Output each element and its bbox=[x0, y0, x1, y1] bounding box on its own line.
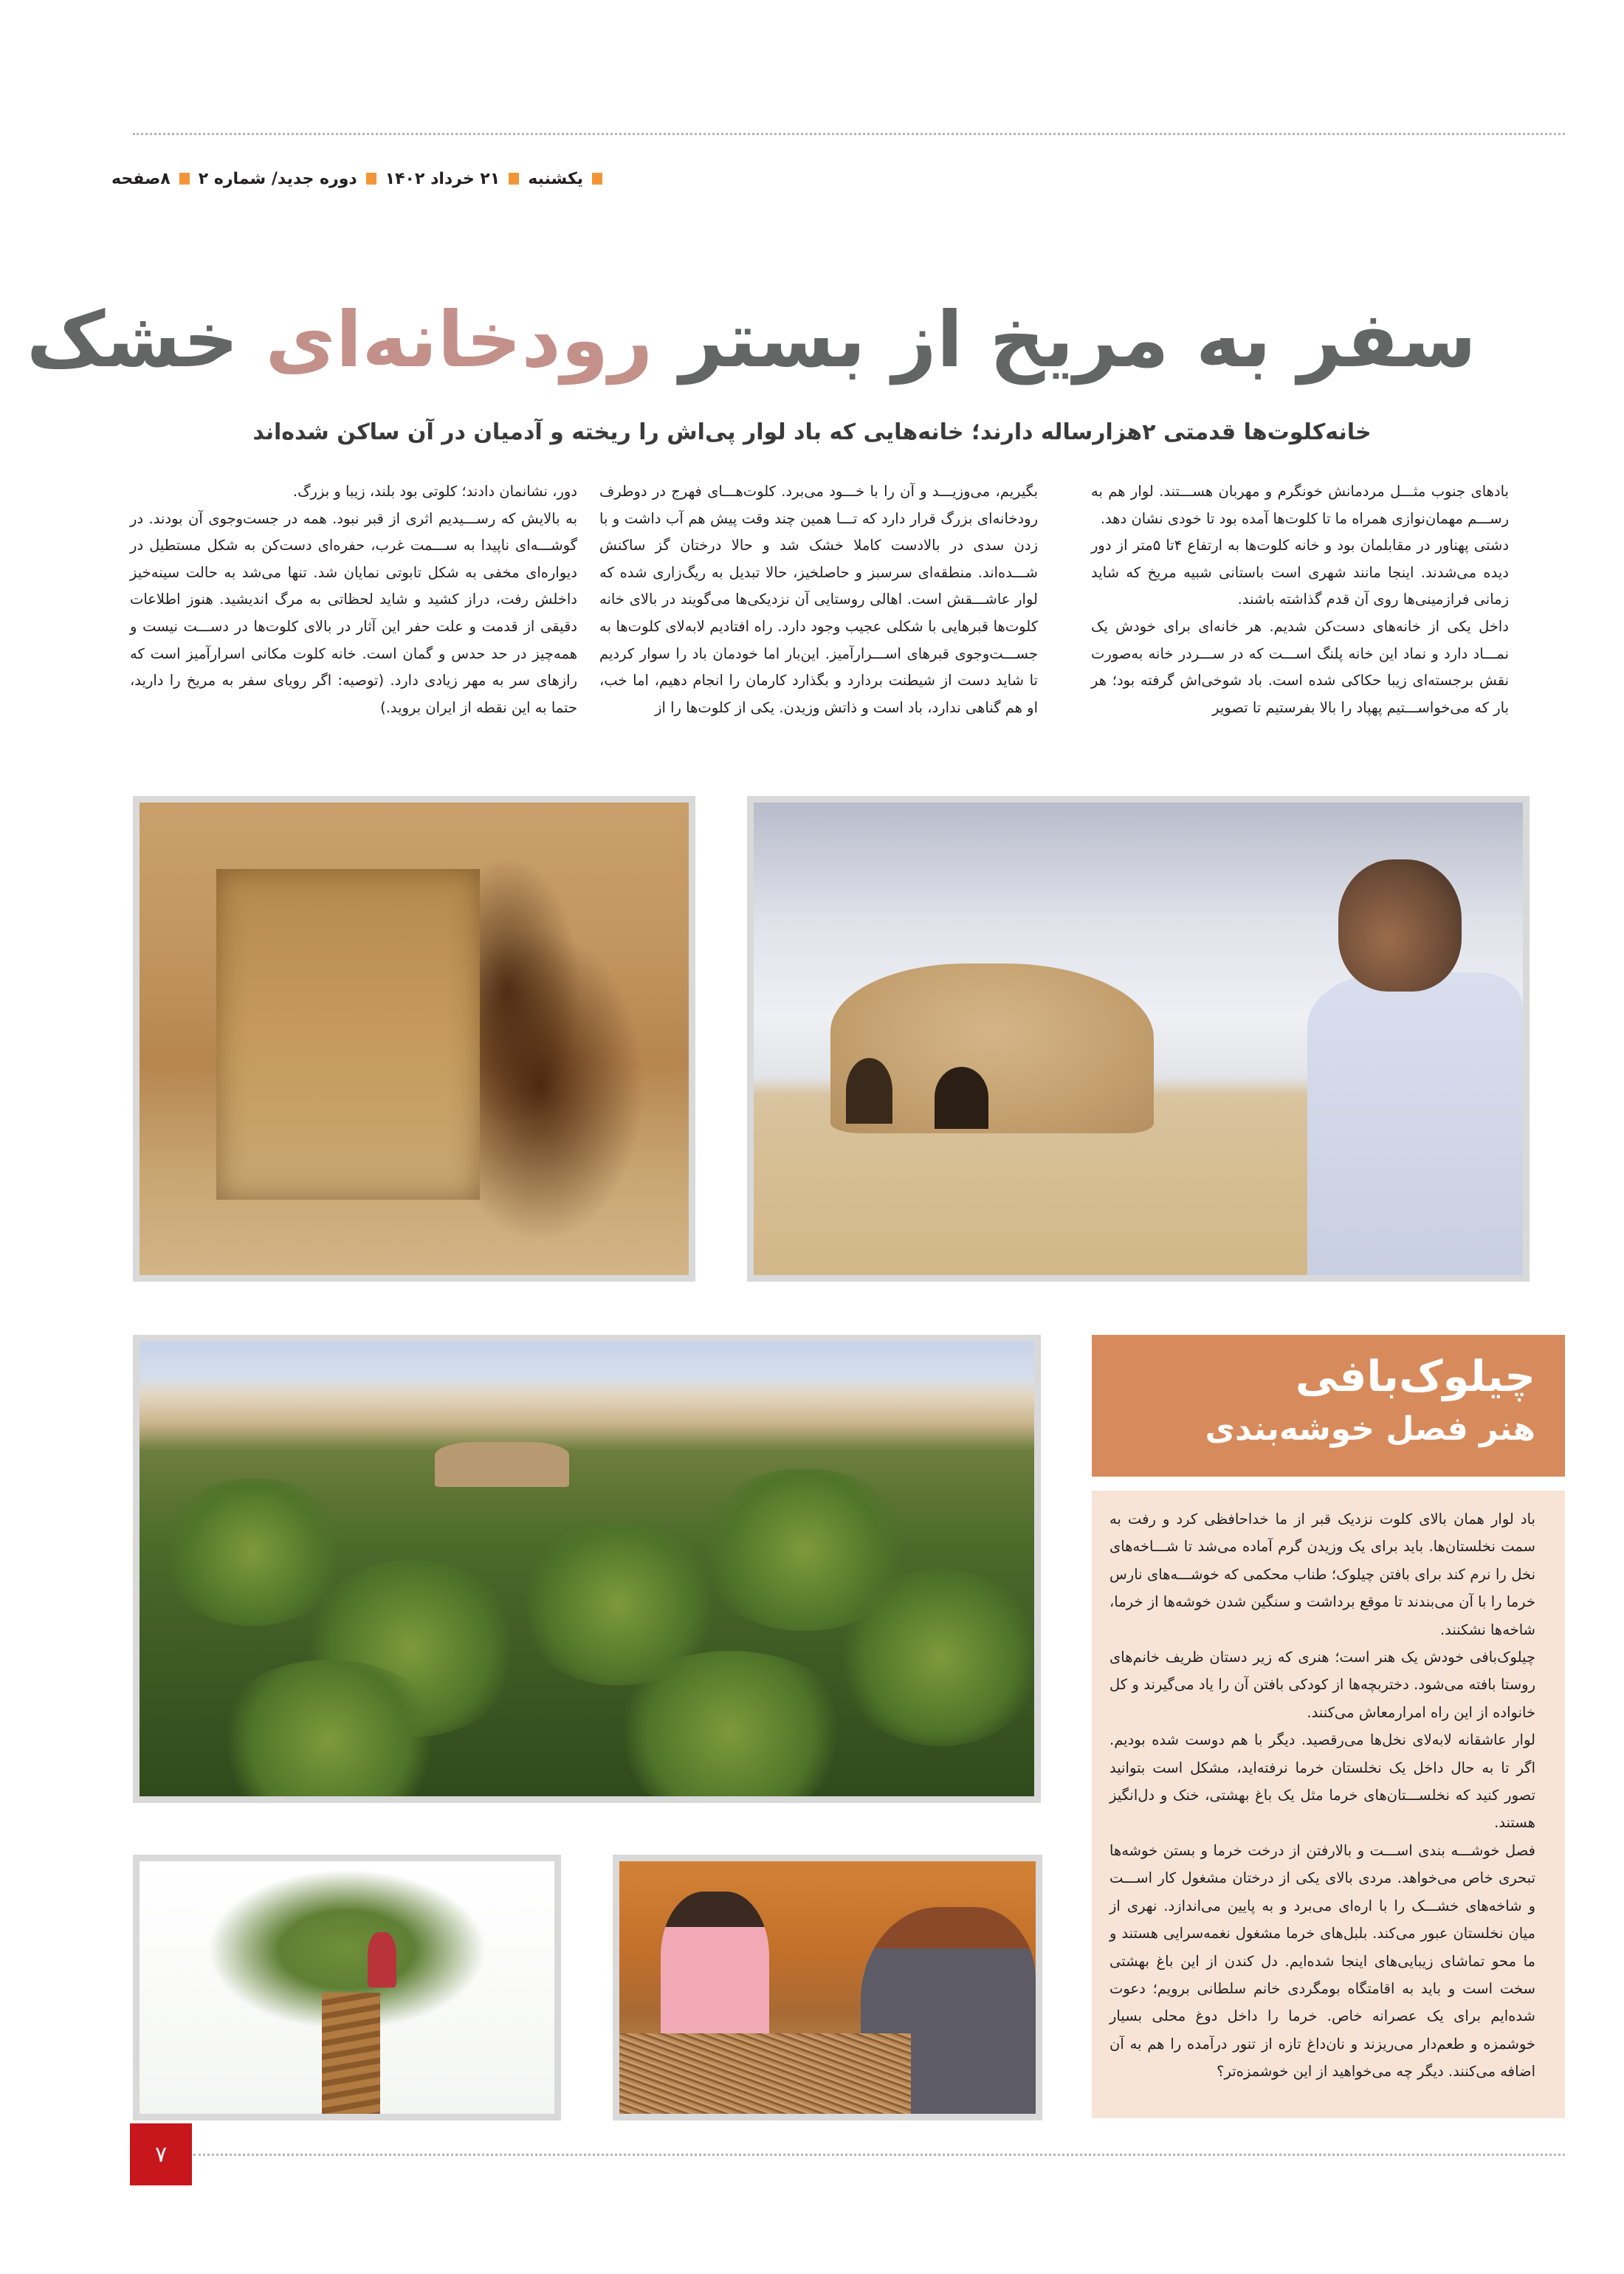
title-part-2: خشک bbox=[26, 295, 266, 385]
sidebar-subtitle: هنر فصل خوشه‌بندی bbox=[1205, 1410, 1535, 1448]
sidebar-title: چیلوک‌بافی bbox=[1295, 1351, 1535, 1401]
climber-figure bbox=[368, 1932, 396, 1988]
paragraph: بادهای جنوب مثـــل مردمانش خونگرم و مهربان هســـتند. لوار هم به رســـم مهمان‌نوازی همراه ما تا کلوت‌ها آمده بود تا خودی نشان دهد. bbox=[1091, 483, 1509, 527]
bullet-square-icon bbox=[366, 173, 376, 185]
sidebar-paragraph: فصل خوشـــه بندی اســـت و بالارفتن از درخت خرما و بستن خوشه‌ها تبحری خاص می‌خواهد. مردی بالای یکی از درختان مشغول کار اســـت و شاخه‌های خشـــک را با اره‌ای می‌برد و به پایین می‌اندازد. نهری از میان نخلستان عبور می‌کند. بلبل‌های خرما مشغول نغمه‌سرایی هستند و ما محو تماشای زیبایی‌های اینجا شده‌ایم. دل کندن از این باغ بهشتی سخت است و باید به اقامتگاه بومگردی خانم سلطانی برویم؛ دعوت شده‌ایم برای یک عصرانه خاص. خرما را داخل دوغ محلی بسیار خوشمزه و طعم‌دار می‌ریزند و نان‌داغ تازه از تنور درآمده را هم به آن اضافه می‌کنند. دیگر چه می‌خواهید از این خوشمزه‌تر؟ bbox=[1109, 1841, 1535, 2081]
bullet-square-icon bbox=[179, 173, 190, 185]
article-column-right bbox=[1091, 478, 1509, 721]
guide-head bbox=[1338, 859, 1462, 992]
photo-image bbox=[754, 803, 1523, 1275]
issue-date: ۲۱ خرداد ۱۴۰۲ bbox=[385, 169, 500, 188]
sidebar-header bbox=[1092, 1335, 1565, 1477]
article-column-left bbox=[130, 478, 577, 721]
paragraph: بگیریم، می‌وزیـــد و آن را با خـــود می‌برد. کلوت‌هـــای فهرج در دوطرف رودخانه‌ای بزرگ قرار دارد که تـــا همین چند وقت پیش هم آب داشت و با زدن سدی در بالادست کاملا خشک شد و حالا درختان گز ساکنش شـــده‌اند. منطقه‌ای سرسبز و حاصلخیز، حالا تبدیل به ریگ‌زاری شده که لوار عاشـــقش است. اهالی روستایی آن نزدیکی‌ها می‌گویند در بالای خانه کلوت‌ها قبرهایی با شکلی عجیب وجود دارد. راه افتادیم لابه‌لای کلوت‌ها به جســـت‌وجوی قبرهای اســـرارآمیز. این‌بار اما خودمان باد را سوار کردیم تا شاید دست از شیطنت بردارد و بگذارد کارمان را انجام دهیم، اما خب، او هم گناهی ندارد، باد است و ذاتش وزیدن. یکی از کلوت‌ها را از bbox=[599, 483, 1038, 716]
ruin-arch bbox=[935, 1067, 988, 1128]
bullet-square-icon bbox=[592, 173, 602, 185]
article-subtitle: خانه‌کلوت‌ها قدمتی ۲هزارساله دارند؛ خانه‌هایی که باد لوار پی‌اش را ریخته و آدمیان در آن ساکن شده‌اند bbox=[252, 419, 1372, 445]
ruin-arch bbox=[846, 1058, 892, 1124]
photo-cave-interior bbox=[133, 796, 695, 1282]
palm-crown bbox=[837, 1569, 1034, 1746]
photo-image bbox=[140, 803, 689, 1275]
article-title bbox=[26, 284, 1476, 395]
photo-palm-climber bbox=[133, 1855, 561, 2120]
issue-day: یکشنبه bbox=[528, 169, 583, 188]
issue-page-count: ۸صفحه bbox=[111, 169, 171, 188]
photo-image bbox=[140, 1342, 1034, 1796]
cave-wall bbox=[216, 869, 480, 1200]
mud-brick-fort bbox=[435, 1442, 569, 1488]
paragraph: دور، نشانمان دادند؛ کلوتی بود بلند، زیبا و بزرگ. bbox=[292, 483, 577, 500]
paragraph: داخل یکی از خانه‌های دست‌کن شدیم. هر خانه‌ای برای خودش یک نمـــاد دارد و نماد این خانه پلنگ اســـت که در ســـردر خانه به‌صورت نقش برجسته‌ای زیبا حکاکی شده است. باد شوخی‌اش گرفته بود؛ هر بار که می‌خواســـتیم پهپاد را بالا بفرستیم تا تصویر bbox=[1091, 617, 1509, 716]
top-divider bbox=[133, 133, 1565, 135]
article-column-middle bbox=[599, 478, 1038, 721]
photo-palm-grove bbox=[133, 1335, 1041, 1803]
page-number-badge: ۷ bbox=[130, 2123, 192, 2185]
photo-image bbox=[140, 1861, 554, 2114]
photo-rope-weavers bbox=[613, 1855, 1042, 2120]
sidebar-paragraph: چیلوک‌بافی خودش یک هنر است؛ هنری که زیر دستان ظریف خانم‌های روستا بافته می‌شود. دختربچه‌ها از کودکی بافتن آن را یاد می‌گیرند و کل خانواده از این راه امرارمعاش می‌کنند. bbox=[1109, 1649, 1535, 1721]
palm-trunk bbox=[322, 1993, 380, 2114]
paragraph: دشتی پهناور در مقابلمان بود و خانه کلوت‌ها به ارتفاع ۴تا ۵متر از دور دیده می‌شدند. اینجا مانند شهری است باستانی شبیه مریخ که شاید زمانی فرازمینی‌ها روی آن قدم گذاشته باشند. bbox=[1091, 537, 1510, 608]
issue-number: دوره جدید/ شماره ۲ bbox=[198, 169, 357, 188]
girl-figure bbox=[661, 1892, 769, 2053]
title-accent: رودخانه‌ای bbox=[265, 295, 653, 385]
palm-fiber bbox=[619, 2033, 911, 2114]
title-part-1: سفر به مریخ از بستر bbox=[653, 295, 1476, 385]
issue-info-bar bbox=[111, 164, 602, 193]
sidebar-body bbox=[1092, 1491, 1565, 2118]
bullet-square-icon bbox=[509, 173, 519, 185]
bottom-divider bbox=[193, 2154, 1565, 2156]
sidebar-paragraph: باد لوار همان بالای کلوت نزدیک قبر از ما خداحافظی کرد و رفت به سمت نخلستان‌ها. باید برای یک وزیدن گرم آماده می‌شد تا شـــاخه‌های نخل را نرم کند برای بافتن چیلوک؛ طناب محکمی که خوشـــه‌های نارس خرما را با آن می‌بندند تا موقع برداشت و سنگین شدن خوشه‌ها از خرما، شاخه‌ها نشکنند. bbox=[1109, 1511, 1535, 1638]
photo-guide-and-ruin bbox=[747, 796, 1530, 1282]
guide-figure bbox=[1307, 972, 1523, 1275]
paragraph: به بالایش که رســـیدیم اثری از قبر نبود. همه در جست‌وجوی آن بودند. در گوشـــه‌ای ناپیدا به ســـمت غرب، حفره‌ای دست‌کن به شکل مستطیل در دیواره‌ای مخفی به شکل تابوتی نمایان شد. تنها می‌شد به حالت سینه‌خیز داخلش رفت، دراز کشید و شاید لحظاتی به مرگ اندیشید. هنوز اطلاعات دقیقی از قدمت و علت حفر این آثار در بالای کلوت‌ها در دســـت نیست و همه‌چیز در حد حدس و گمان است. خانه کلوت مکانی اسرارآمیز است که رازهای سر به مهر زیادی دارد. (توصیه: اگر رویای سفر به مریخ را دارید، حتما به این نقطه از ایران بروید.) bbox=[130, 509, 577, 716]
sidebar-paragraph: لوار عاشقانه لابه‌لای نخل‌ها می‌رقصید. دیگر با هم دوست شده بودیم. اگر تا به حال داخل یک نخلستان خرما نرفته‌اید، مشکل است بتوانید تصور کنید که نخلســـتان‌های خرما مثل یک باغ بهشتی، خنک و دل‌انگیز هستند. bbox=[1109, 1731, 1535, 1832]
photo-image bbox=[619, 1861, 1036, 2114]
